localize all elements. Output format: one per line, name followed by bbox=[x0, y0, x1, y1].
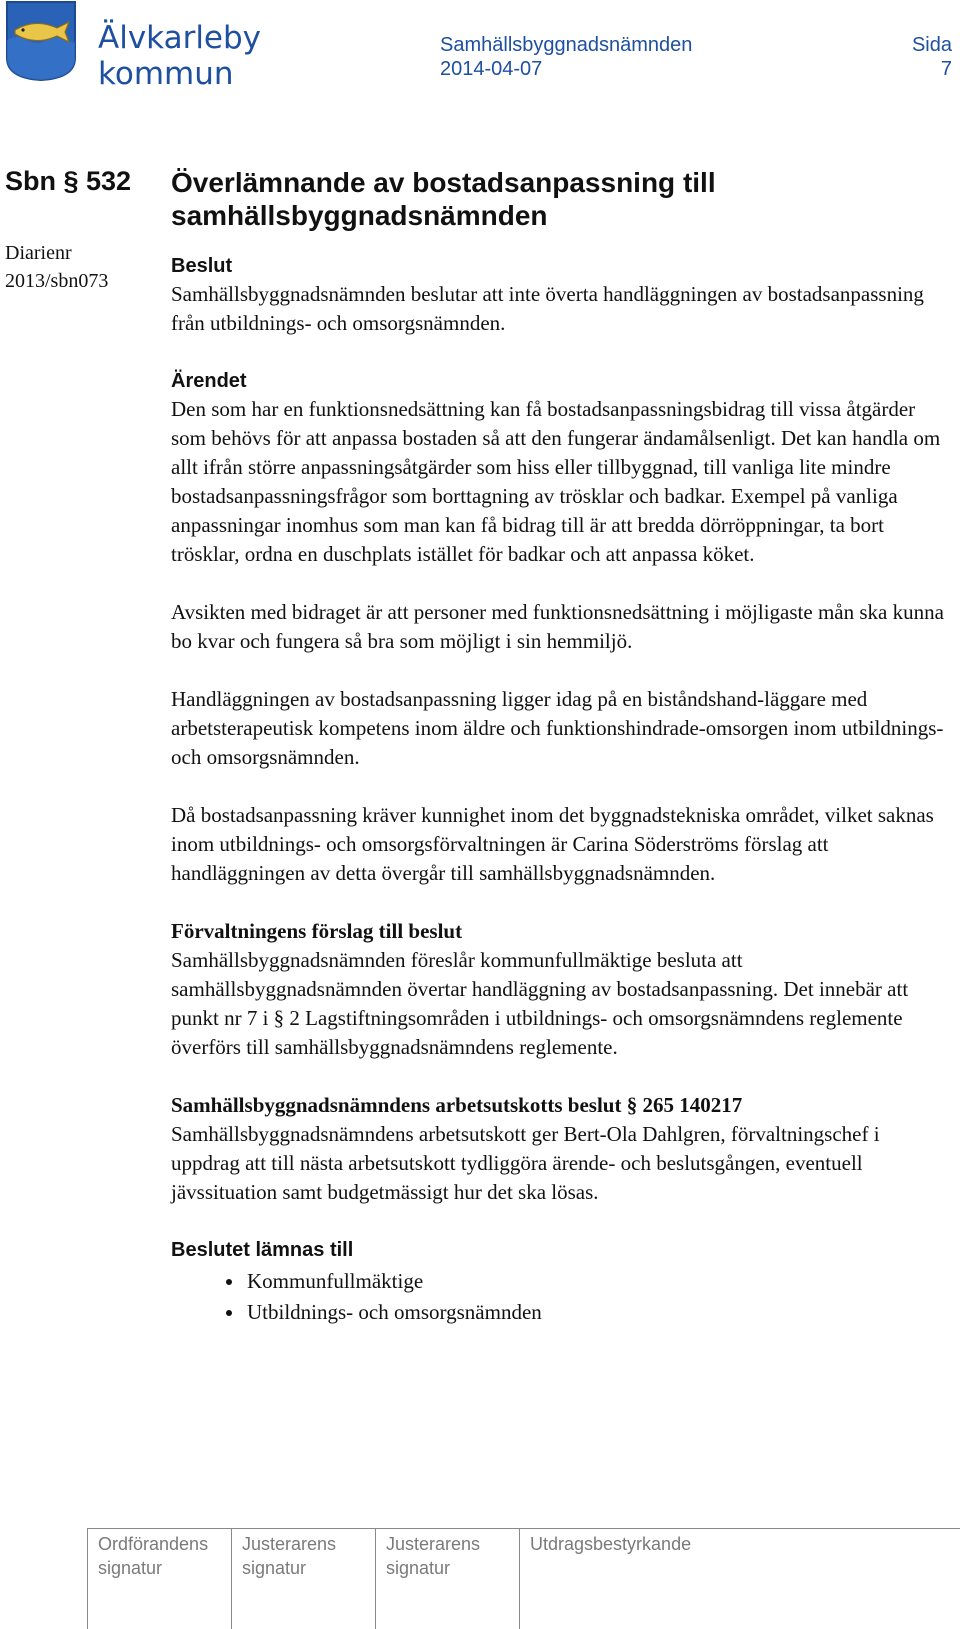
arbetsutskott-heading: Samhällsbyggnadsnämndens arbetsutskotts beslut § 265 140217 bbox=[171, 1093, 743, 1117]
header-page-number: 7 bbox=[940, 58, 952, 80]
signature-box-certification[interactable]: Utdragsbestyrkande bbox=[519, 1528, 960, 1629]
municipality-coat-of-arms-logo bbox=[5, 0, 77, 82]
signature-box-adjuster-1[interactable]: Justerarens signatur bbox=[231, 1528, 375, 1629]
organization-name-line2: kommun bbox=[98, 56, 234, 92]
arendet-paragraph-3: Handläggningen av bostadsanpassning ligger idag på en biståndshand-läggare med arbetsterapeutisk kompetens inom äldre och funktionshindrade-omsorgen inom utbildnings- och omsorgsnämnden. bbox=[171, 687, 944, 769]
forslag-text: Samhällsbyggnadsnämnden föreslår kommunfullmäktige besluta att samhällsbyggnadsnämnden övertar handläggning av bostadsanpassning. Det innebär att punkt nr 7 i § 2 Lagstiftningsområden i utbildnings- och omsorgsnämndens reglemente överförs till samhällsbyggnadsnämndens reglemente. bbox=[171, 948, 909, 1059]
beslut-text: Samhällsbyggnadsnämnden beslutar att inte överta handläggningen av bostadsanpassning från utbildnings- och omsorgsnämnden. bbox=[171, 282, 924, 335]
recipients-heading: Beslutet lämnas till bbox=[171, 1239, 354, 1261]
beslut-heading: Beslut bbox=[171, 255, 233, 277]
header-committee: Samhällsbyggnadsnämnden bbox=[440, 34, 693, 56]
diarienr-value: 2013/sbn073 bbox=[5, 270, 109, 292]
recipient-item: • Utbildnings- och omsorgsnämnden bbox=[245, 1297, 951, 1328]
forslag-heading: Förvaltningens förslag till beslut bbox=[171, 919, 463, 943]
paragraph-number: Sbn § 532 bbox=[5, 166, 132, 196]
organization-name-line1: Älvkarleby bbox=[98, 20, 262, 56]
arendet-paragraph-4: Då bostadsanpassning kräver kunnighet inom det byggnadstekniska området, vilket saknas inom utbildnings- och omsorgsförvaltningen är Carina Söderströms förslag att handläggningen av detta övergår till samhällsbyggnadsnämnden. bbox=[171, 803, 934, 885]
diarienr-label: Diarienr bbox=[5, 242, 72, 264]
document-title: Överlämnande av bostadsanpassning till samhällsbyggnadsnämnden bbox=[171, 167, 716, 231]
recipients-list bbox=[171, 1266, 951, 1328]
signature-boxes bbox=[87, 1528, 960, 1629]
arendet-heading: Ärendet bbox=[171, 370, 247, 392]
organization-name bbox=[98, 20, 261, 92]
header-page-label: Sida bbox=[911, 34, 952, 56]
arendet-paragraph-2: Avsikten med bidraget är att personer med funktionsnedsättning i möjligaste mån ska kunna bo kvar och fungera så bra som möjligt i sin hemmiljö. bbox=[171, 600, 944, 653]
recipient-item: • Kommunfullmäktige bbox=[245, 1266, 951, 1297]
signature-box-adjuster-2[interactable]: Justerarens signatur bbox=[375, 1528, 519, 1629]
header-date: 2014-04-07 bbox=[440, 58, 543, 80]
arbetsutskott-text: Samhällsbyggnadsnämndens arbetsutskott ger Bert-Ola Dahlgren, förvaltningschef i uppdrag att till nästa arbetsutskott tydliggöra ärende- och beslutsgången, eventuell jävssituation samt budgetmässigt hur det ska lösas. bbox=[171, 1122, 880, 1204]
arendet-paragraph-1: Den som har en funktionsnedsättning kan få bostadsanpassningsbidrag till vissa åtgärder som behövs för att anpassa bostaden så att den fungerar ändamålsenligt. Det kan handla om allt ifrån större anpassningsåtgärder som hiss eller tillbyggnad, till vanliga lite mindre bostadsanpassningsfrågor som borttagning av trösklar och badkar. Exempel på vanliga anpassningar inomhus som man kan få bidrag till är att bredda dörröppningar, ta bort trösklar, ordna en duschplats istället för badkar och att anpassa köket. bbox=[171, 397, 941, 566]
signature-box-chairman[interactable]: Ordförandens signatur bbox=[87, 1528, 231, 1629]
main-content bbox=[171, 166, 951, 1328]
